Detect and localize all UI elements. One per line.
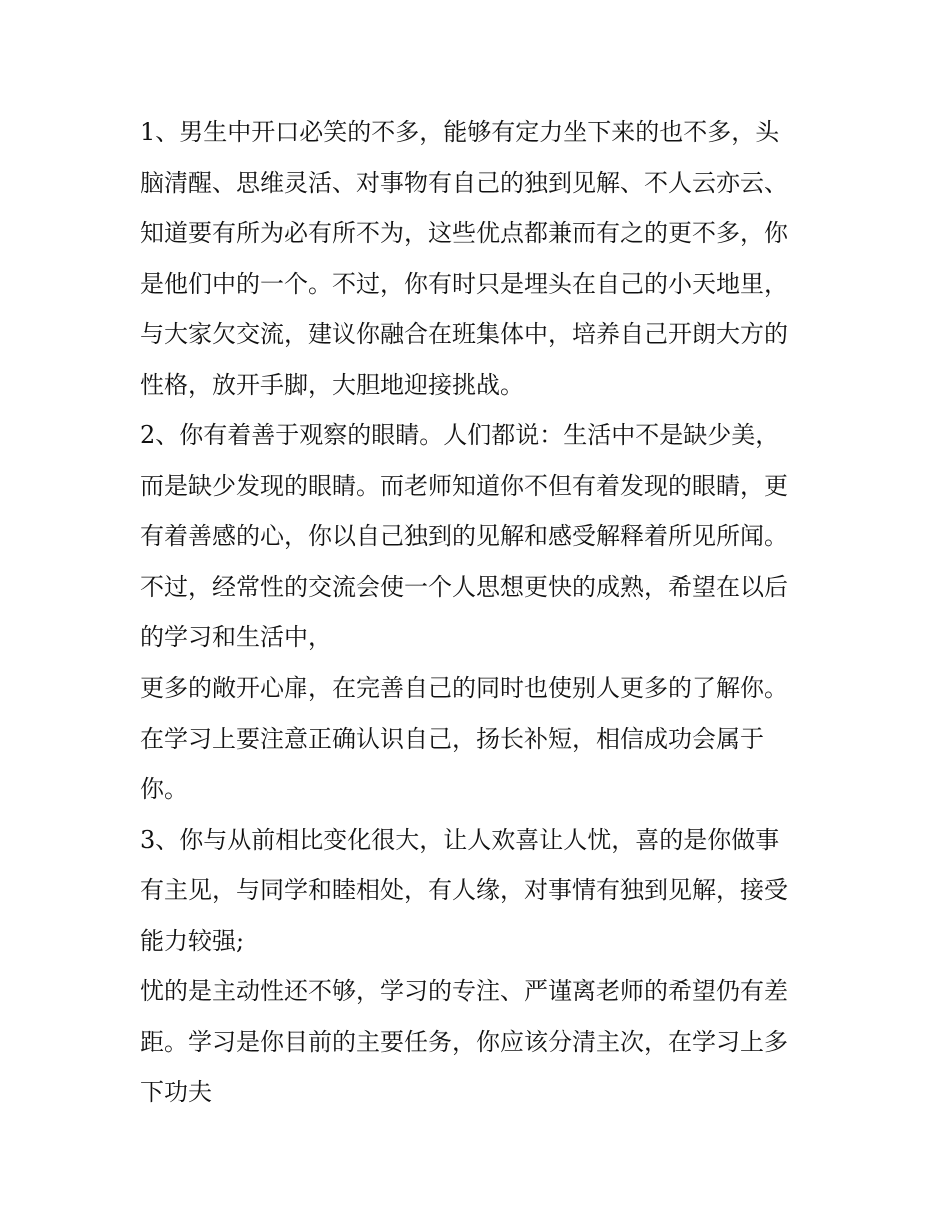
text-line: 在学习上要注意正确认识自己，扬长补短，相信成功会属于	[140, 725, 764, 753]
text-line: 的学习和生活中，	[140, 623, 332, 651]
text-line: 距。学习是你目前的主要任务，你应该分清主次，在学习上多	[140, 1028, 788, 1056]
text-line: 3、你与从前相比变化很大，让人欢喜让人忧，喜的是你做事	[140, 826, 780, 854]
text-line: 不过，经常性的交流会使一个人思想更快的成熟，希望在以后	[140, 573, 788, 601]
text-line: 2、你有着善于观察的眼睛。人们都说：生活中不是缺少美，	[140, 421, 780, 449]
text-line: 你。	[140, 775, 188, 803]
text-line: 性格，放开手脚，大胆地迎接挑战。	[140, 371, 524, 399]
text-line: 能力较强;	[140, 927, 245, 955]
text-line: 而是缺少发现的眼睛。而老师知道你不但有着发现的眼睛，更	[140, 472, 788, 500]
text-line: 更多的敞开心扉，在完善自己的同时也使别人更多的了解你。	[140, 674, 788, 702]
text-line: 有着善感的心，你以自己独到的见解和感受解释着所见所闻。	[140, 522, 788, 550]
text-line: 脑清醒、思维灵活、对事物有自己的独到见解、不人云亦云、	[140, 169, 788, 197]
text-line: 下功夫	[140, 1078, 212, 1106]
text-line: 有主见，与同学和睦相处，有人缘，对事情有独到见解，接受	[140, 876, 788, 904]
text-line: 忧的是主动性还不够，学习的专注、严谨离老师的希望仍有差	[140, 977, 788, 1005]
text-line: 与大家欠交流，建议你融合在班集体中，培养自己开朗大方的	[140, 320, 788, 348]
text-line: 是他们中的一个。不过，你有时只是埋头在自己的小天地里，	[140, 270, 788, 298]
text-line: 1、男生中开口必笑的不多，能够有定力坐下来的也不多，头	[140, 118, 780, 146]
text-line: 知道要有所为必有所不为，这些优点都兼而有之的更不多，你	[140, 219, 788, 247]
